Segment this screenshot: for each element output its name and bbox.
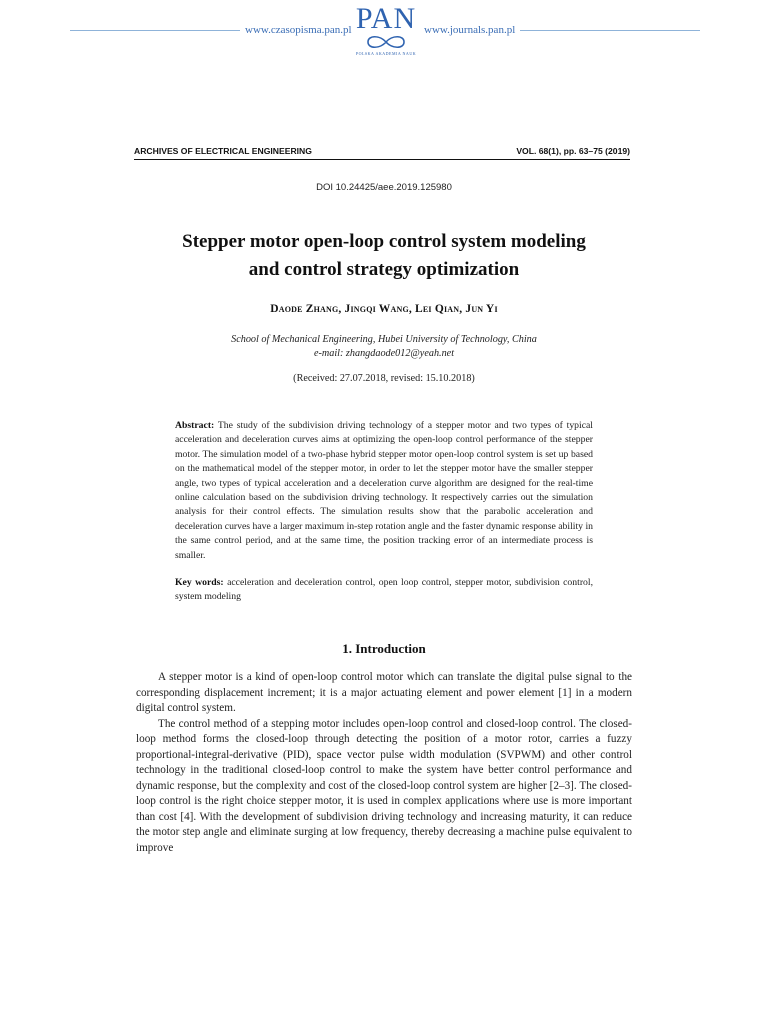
doi: DOI 10.24425/aee.2019.125980 (316, 182, 452, 193)
authors: Daode Zhang, Jingqi Wang, Lei Qian, Jun Yi (270, 303, 498, 315)
keywords-label: Key words: (175, 577, 224, 588)
affiliation: School of Mechanical Engineering, Hubei University of Technology, China (231, 334, 537, 345)
abstract-label: Abstract: (175, 420, 215, 431)
journal-name: ARCHIVES OF ELECTRICAL ENGINEERING (134, 146, 312, 156)
journal-volume: VOL. 68(1), pp. 63–75 (2019) (516, 146, 630, 156)
received-dates: (Received: 27.07.2018, revised: 15.10.2018) (293, 373, 475, 384)
czasopisma-link[interactable]: www.czasopisma.pan.pl (245, 24, 352, 36)
section-heading: 1. Introduction (342, 641, 426, 656)
journals-link[interactable]: www.journals.pan.pl (424, 24, 516, 36)
pan-logo-subtitle: POLSKA AKADEMIA NAUK (355, 51, 417, 56)
paper-title (134, 228, 634, 284)
pan-logo-text: PAN (355, 2, 417, 35)
abstract (175, 419, 593, 563)
infinity-icon (358, 34, 414, 50)
paragraph: The control method of a stepping motor includes open-loop control and closed-loop control. The closed-loop method forms the closed-loop through detecting the position of a motor rotor, carries a fuzzy proportional-integral-derivative (PID), space vector pulse width modulation (SVPWM) and other control technology in the traditional closed-loop control to make the system have better control performance and dynamic response, but the complexity and cost of the closed-loop control system are higher [2–3]. The closed-loop control is the right choice stepper motor, it is used in complex applications where use is more important than cost [4]. With the development of subdivision driving technology and increasing maturity, it can reduce the motor step angle and eliminate surging at low frequency, thereby decreasing a machine pulse equivalent to improve (136, 717, 632, 855)
pan-logo (350, 4, 422, 64)
keywords (175, 576, 593, 605)
keywords-text: acceleration and deceleration control, open loop control, stepper motor, subdivision control, system modeling (175, 577, 593, 603)
abstract-text: The study of the subdivision driving technology of a stepper motor and two types of typical acceleration and deceleration curves aims at optimizing the open-loop control performance of the stepper motor. The simulation model of a two-phase hybrid stepper motor open-loop control system is set up based on the mathematical model of the stepper motor, in order to let the stepper motor have the smaller stepper angle, two types of typical acceleration and a deceleration curve algorithm are designed for the real-time online calculation based on the subdivision driving technology. It respectively carries out the simulation analysis for their control effects. The simulation results show that the parabolic acceleration and deceleration curves have a larger maximum in-step rotation angle and the faster dynamic response ability in the same control period, and at the same time, the position tracking error of an intermediate process is smaller. (175, 420, 593, 561)
publisher-banner (0, 0, 768, 70)
email: e-mail: zhangdaode012@yeah.net (313, 348, 455, 359)
banner-divider-right (520, 30, 700, 31)
title-line-1: Stepper motor open-loop control system modeling (182, 231, 586, 252)
title-line-2: and control strategy optimization (248, 259, 520, 280)
body-text (136, 670, 632, 857)
paragraph: A stepper motor is a kind of open-loop control motor which can translate the digital pulse signal to the corresponding displacement increment; it is a major actuating element and power element [1] in a modern digital control system. (136, 671, 632, 715)
affiliation-block (0, 333, 768, 361)
journal-header (134, 146, 630, 160)
banner-divider-left (70, 30, 240, 31)
